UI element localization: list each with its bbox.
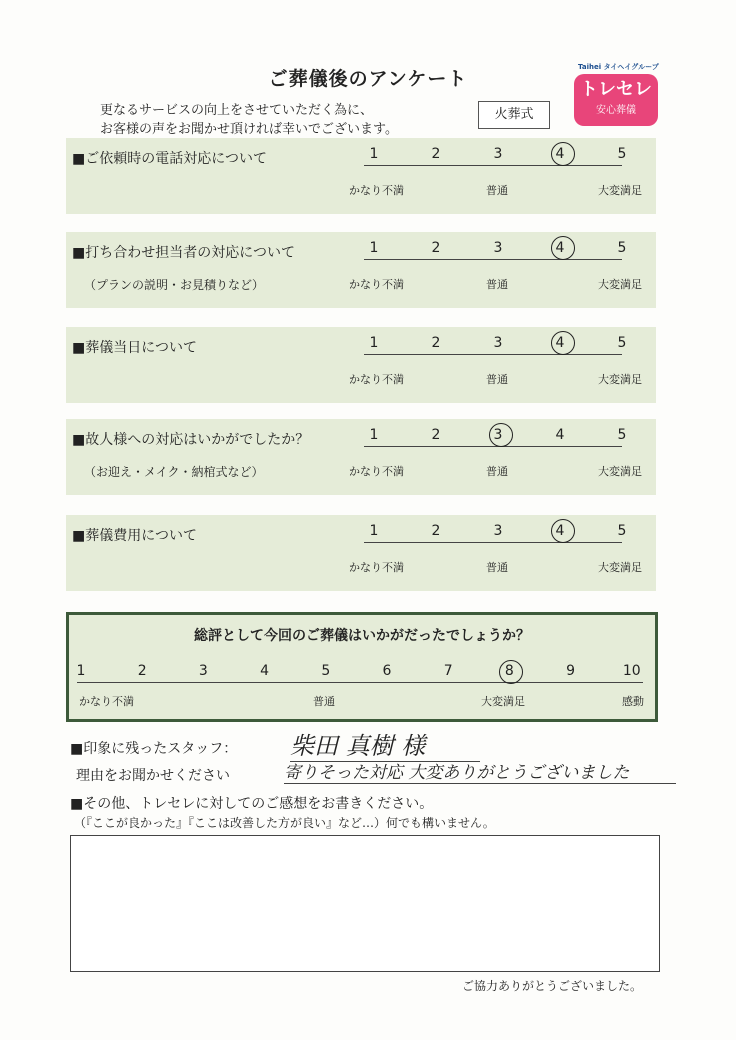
- rating-option-5[interactable]: 5: [617, 523, 627, 539]
- scale-label-low: かなり不満: [349, 184, 404, 197]
- rating-option-5[interactable]: 5: [617, 240, 627, 256]
- question-panel: [66, 419, 656, 495]
- rating-scale: [364, 427, 627, 449]
- staff-name-field[interactable]: 柴田 真樹 様: [290, 726, 480, 762]
- scale-label-high: 大変満足: [598, 278, 642, 291]
- rating-option-1[interactable]: 1: [369, 240, 379, 256]
- intro-line-2: お客様の声をお聞かせ頂ければ幸いでございます。: [100, 122, 398, 137]
- rating-option-2[interactable]: 2: [431, 146, 441, 162]
- rating-option-2[interactable]: 2: [431, 335, 441, 351]
- rating-option-3[interactable]: 3: [493, 240, 503, 256]
- funeral-type-box: 火葬式: [478, 101, 550, 129]
- rating-scale: [364, 523, 627, 545]
- rating-option-1[interactable]: 1: [369, 335, 379, 351]
- overall-label-high: 大変満足: [481, 695, 525, 708]
- group-logo-text: Taihei タイヘイグループ: [578, 63, 659, 71]
- staff-label: ■印象に残ったスタッフ：: [70, 741, 238, 757]
- overall-scale-line: [77, 682, 643, 683]
- selected-rating-circle: [551, 236, 575, 260]
- rating-option-2[interactable]: 2: [431, 240, 441, 256]
- comments-hint: （『ここが良かった』『ここは改善した方が良い』など…）何でも構いません。: [74, 816, 495, 830]
- rating-option-4[interactable]: 4: [555, 427, 565, 443]
- overall-option-10[interactable]: 10: [622, 663, 641, 679]
- overall-label-top: 感動: [622, 695, 644, 708]
- question-label: ■打ち合わせ担当者の対応について: [72, 245, 295, 261]
- question-label: ■葬儀費用について: [72, 528, 197, 544]
- reason-label: 理由をお聞かせください: [76, 768, 230, 784]
- scale-label-mid: 普通: [486, 561, 508, 574]
- scale-label-high: 大変満足: [598, 184, 642, 197]
- question-panel: [66, 327, 656, 403]
- rating-option-5[interactable]: 5: [617, 427, 627, 443]
- overall-option-4[interactable]: 4: [260, 663, 270, 679]
- scale-label-high: 大変満足: [598, 373, 642, 386]
- rating-scale: [364, 146, 627, 168]
- question-label: ■葬儀当日について: [72, 340, 197, 356]
- rating-scale-line: [364, 542, 622, 543]
- comments-textbox[interactable]: [70, 835, 660, 972]
- scale-label-low: かなり不満: [349, 465, 404, 478]
- rating-scale-line: [364, 354, 622, 355]
- rating-scale-line: [364, 165, 622, 166]
- scale-label-mid: 普通: [486, 184, 508, 197]
- scale-label-low: かなり不満: [349, 561, 404, 574]
- rating-option-3[interactable]: 3: [493, 427, 503, 443]
- question-panel: [66, 515, 656, 591]
- question-panel: [66, 232, 656, 308]
- overall-option-8[interactable]: 8: [504, 663, 514, 679]
- intro-text: [100, 101, 398, 139]
- question-label: ■ご依頼時の電話対応について: [72, 151, 267, 167]
- overall-option-2[interactable]: 2: [137, 663, 147, 679]
- overall-option-7[interactable]: 7: [443, 663, 453, 679]
- rating-scale-line: [364, 259, 622, 260]
- brand-logo-name: トレセレ: [580, 79, 652, 100]
- rating-option-5[interactable]: 5: [617, 146, 627, 162]
- rating-option-1[interactable]: 1: [369, 146, 379, 162]
- rating-option-5[interactable]: 5: [617, 335, 627, 351]
- question-label: ■故人様への対応はいかがでしたか？: [72, 432, 310, 448]
- comments-label: ■その他、トレセレに対してのご感想をお書きください。: [70, 796, 434, 812]
- overall-rating-panel: [66, 612, 658, 722]
- overall-option-6[interactable]: 6: [382, 663, 392, 679]
- scale-label-mid: 普通: [486, 278, 508, 291]
- scale-label-mid: 普通: [486, 373, 508, 386]
- overall-label-mid: 普通: [313, 695, 335, 708]
- rating-option-1[interactable]: 1: [369, 427, 379, 443]
- overall-title: 総評として今回のご葬儀はいかがだったでしょうか？: [194, 628, 530, 644]
- question-sub-label: （プランの説明・お見積りなど）: [84, 278, 265, 292]
- rating-option-2[interactable]: 2: [431, 523, 441, 539]
- rating-option-2[interactable]: 2: [431, 427, 441, 443]
- question-panel: [66, 138, 656, 214]
- rating-option-3[interactable]: 3: [493, 523, 503, 539]
- selected-rating-circle: [551, 519, 575, 543]
- thanks-text: ご協力ありがとうございました。: [462, 979, 643, 993]
- brand-logo-sub: 安心葬儀: [596, 105, 636, 116]
- overall-option-5[interactable]: 5: [321, 663, 331, 679]
- selected-rating-circle: [551, 142, 575, 166]
- scale-label-low: かなり不満: [349, 278, 404, 291]
- scale-label-high: 大変満足: [598, 561, 642, 574]
- overall-option-9[interactable]: 9: [566, 663, 576, 679]
- scale-label-high: 大変満足: [598, 465, 642, 478]
- rating-option-3[interactable]: 3: [493, 335, 503, 351]
- overall-option-3[interactable]: 3: [198, 663, 208, 679]
- intro-line-1: 更なるサービスの向上をさせていただく為に、: [100, 103, 374, 118]
- rating-option-3[interactable]: 3: [493, 146, 503, 162]
- overall-option-1[interactable]: 1: [76, 663, 86, 679]
- rating-option-4[interactable]: 4: [555, 146, 565, 162]
- rating-scale: [364, 335, 627, 357]
- overall-label-low: かなり不満: [79, 695, 134, 708]
- rating-option-4[interactable]: 4: [555, 240, 565, 256]
- rating-scale-line: [364, 446, 622, 447]
- scale-label-mid: 普通: [486, 465, 508, 478]
- brand-logo: [574, 74, 658, 126]
- question-sub-label: （お迎え・メイク・納棺式など）: [84, 465, 264, 479]
- rating-option-4[interactable]: 4: [555, 335, 565, 351]
- rating-option-4[interactable]: 4: [555, 523, 565, 539]
- selected-rating-circle: [551, 331, 575, 355]
- survey-title: ご葬儀後のアンケート: [268, 68, 468, 90]
- reason-field[interactable]: 寄りそった対応 大変ありがとうございました: [284, 758, 676, 784]
- overall-selected-circle: [499, 660, 523, 684]
- scale-label-low: かなり不満: [349, 373, 404, 386]
- rating-option-1[interactable]: 1: [369, 523, 379, 539]
- rating-scale: [364, 240, 627, 262]
- selected-rating-circle: [489, 423, 513, 447]
